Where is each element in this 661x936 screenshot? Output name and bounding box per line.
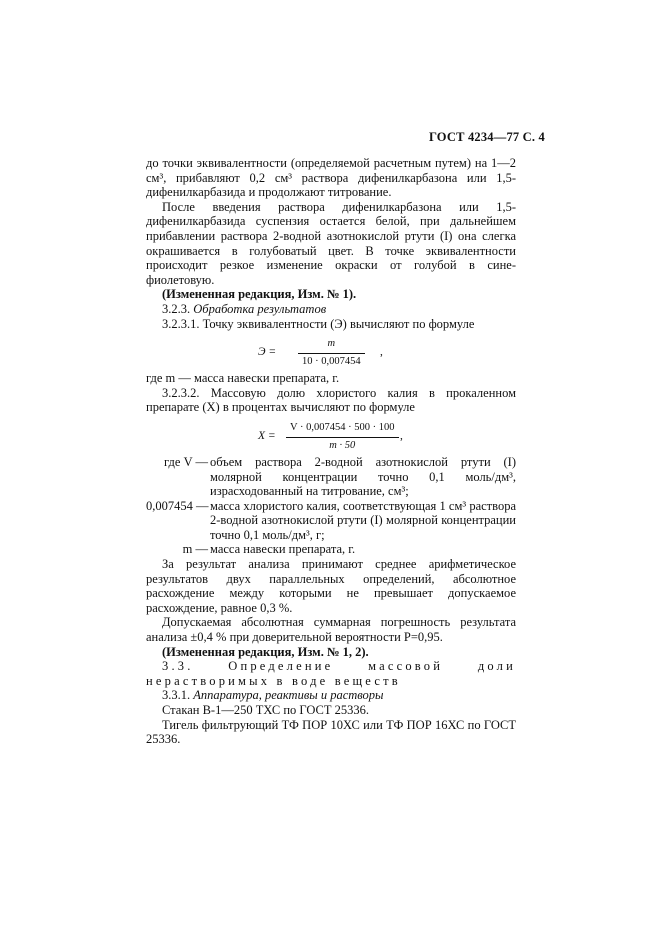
section-heading-3-3-1 [146,688,516,703]
formula-lhs: X = [258,429,276,442]
formula-mass-fraction [146,421,516,451]
paragraph-3-2-3-2: 3.2.3.2. Массовую долю хлористого калия в прокаленном препарате (X) в процентах вычисляют по формуле [146,385,516,415]
paragraph-continuation: до точки эквивалентности (определяемой расчетным путем) на 1—2 см³, прибавляют 0,2 см³ раствора дифенилкарбазона или 1,5-дифенилкарбазида и продолжают титрование. [146,156,516,200]
definition-desc: объем раствора 2-водной азотнокислой ртути (I) молярной концентрации точно 0,1 моль/дм³, израсходованный на титрование, см³; [210,454,516,499]
section-title: Обработка результатов [193,301,327,316]
formula-numerator: m [327,338,336,350]
equipment-item: Стакан В-1—250 ТХС по ГОСТ 25336. [162,703,369,717]
formula-numerator: V · 0,007454 · 500 · 100 [290,421,395,433]
paragraph-indicator: После введения раствора дифенилкарбазона или 1,5-дифенилкарбазида суспензия остается белой, при дальнейшем прибавлении раствора 2-водной азотнокислой ртути (I) она слегка окрашивается в голубоватый цвет. В точке эквивалентности происходит резкое изменение окраски от голубой в сине-фиолетовую. [146,199,516,287]
definition-term: 0,007454 — [146,498,209,513]
amendment-note: (Измененная редакция, Изм. № 1). [162,287,357,302]
formula-lhs: Э = [258,346,277,359]
paragraph-error: Допускаемая абсолютная суммарная погрешность результата анализа ±0,4 % при доверительной вероятности P=0,95. [146,615,516,645]
section-heading-3-3: 3.3. Определение массовой доли нерастворимых в воде веществ [146,659,516,688]
paragraph-3-2-3-1: 3.2.3.1. Точку эквивалентности (Э) вычисляют по формуле [162,316,475,331]
definition-term: m — [182,542,208,557]
document-body [146,156,516,747]
formula-fraction [298,337,365,369]
section-title: Аппаратура, реактивы и растворы [193,688,384,703]
formula-tail: , [400,429,403,442]
definition-desc: масса хлористого калия, соответствующая 1 см³ раствора 2-водной азотнокислой ртути (I) молярной концентрации точно 0,1 моль/дм³, г; [210,498,516,542]
definition-term: где V — [164,454,208,469]
definition-item [146,499,516,543]
paragraph-result: За результат анализа принимают среднее арифметическое результатов двух параллельных определений, абсолютное расхождение между которыми не превышает допускаемое расхождение, равное 0,3 %. [146,557,516,615]
page-header: ГОСТ 4234—77 С. 4 [428,130,545,144]
definitions-list [146,455,516,557]
section-number: 3.2.3. [162,301,191,316]
formula-equivalence [146,337,516,367]
formula-fraction [286,421,399,453]
section-number: 3.3.1. [162,688,191,703]
equipment-item: Тигель фильтрующий ТФ ПОР 10ХС или ТФ ПОР 16ХС по ГОСТ 25336. [146,717,516,747]
amendment-note: (Измененная редакция, Изм. № 1, 2). [162,644,369,659]
definition-item [146,542,516,557]
formula-denominator: m · 50 [286,437,399,454]
where-line: где m — масса навески препарата, г. [146,371,340,386]
formula-denominator: 10 · 0,007454 [298,353,365,370]
definition-item [146,455,516,499]
formula-tail: , [380,346,383,359]
definition-desc: масса навески препарата, г. [210,542,356,557]
section-heading-3-2-3 [146,302,516,317]
